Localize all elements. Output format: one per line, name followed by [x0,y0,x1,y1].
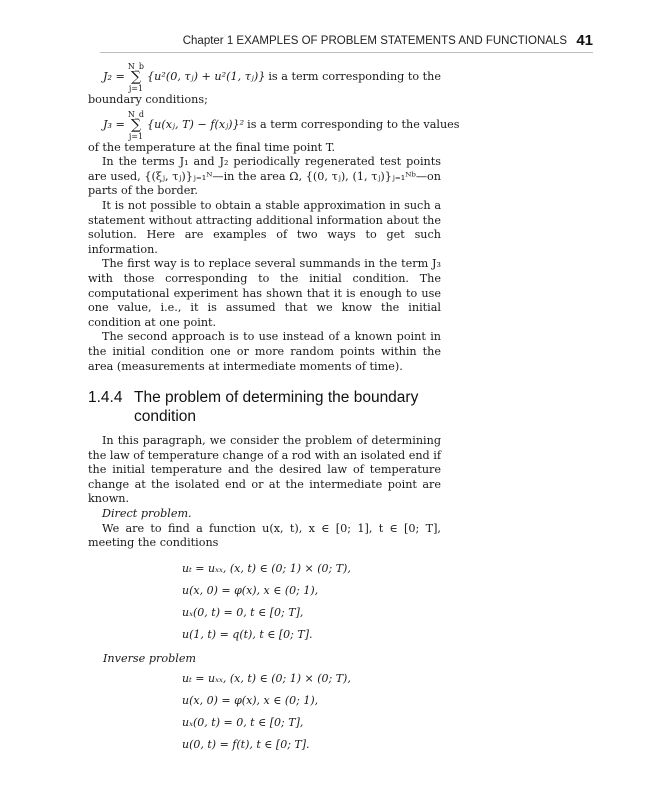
equation-line: u(x, 0) = φ(x), x ∈ (0; 1), [182,583,319,597]
page-number: 41 [576,32,593,49]
inverse-system [182,668,441,756]
j3-body: {u(xⱼ, T) − f(xⱼ)}² [147,117,245,131]
equation-line: u(0, t) = f(t), t ∈ [0; T]. [182,738,310,752]
j3-lhs: J₃ = [103,117,125,131]
j3-tail: is a term corresponding to the values [247,117,460,131]
running-header [100,32,593,53]
paragraph-intro: In this paragraph, we consider the problem of determining the law of temperature change of a rod with an isolated end if the initial temperature and the desired law of temperature change at the isolated end or at the intermediate point are known. [88,434,441,506]
text-final-time: of the temperature at the final time point T. [88,140,336,154]
equation-line: uₜ = uₓₓ, (x, t) ∈ (0; 1) × (0; T), [182,672,351,686]
label-direct-problem [88,507,441,522]
direct-label-text: Direct problem. [102,507,192,521]
j2-summation [128,62,144,93]
section-title-line1: The problem of determining the boundary [134,389,419,407]
label-inverse-problem: Inverse problem [103,651,197,665]
j3-summation [128,110,144,141]
section-number: 1.4.4 [88,389,123,407]
direct-system [182,558,441,646]
equation-line: uₓ(0, t) = 0, t ∈ [0; T], [182,716,304,730]
text-boundary: boundary conditions; [88,93,208,106]
equation-line: u(1, t) = q(t), t ∈ [0; T]. [182,627,313,641]
j2-tail: is a term corresponding to the [268,70,442,84]
j2-sum-upper: N_b [127,62,145,71]
equation-line: u(x, 0) = φ(x), x ∈ (0; 1), [182,694,319,708]
equation-line: uₓ(0, t) = 0, t ∈ [0; T], [182,605,304,619]
running-title: Chapter 1 EXAMPLES OF PROBLEM STATEMENTS AND FUNCTIONALS [182,35,567,47]
j2-body: {u²(0, τⱼ) + u²(1, τⱼ)} [147,70,266,84]
equation-j2 [103,62,441,93]
paragraph-function: We are to find a function u(x, t), x ∈ [0; 1], t ∈ [0; T], meeting the conditions [88,521,441,550]
paragraph-second-way: The second approach is to use instead of a known point in the initial condition one or more random points within the area (measurements at intermediate moments of time). [88,330,441,373]
j2-lhs: J₂ = [103,70,125,84]
section-heading [88,388,441,426]
equation-line: uₜ = uₓₓ, (x, t) ∈ (0; 1) × (0; T), [182,561,351,575]
j3-sum-lower: j=1 [128,131,144,141]
paragraph-first-way: The first way is to replace several summands in the term J₃ with those corresponding to the initial condition. The computational experiment has shown that it is enough to use one value, i.e., it is assumed that we know the initial condition at one point. [88,257,441,329]
page-body [88,60,460,756]
sigma-symbol: ∑ [130,116,141,133]
j3-sum-upper: N_d [127,109,145,119]
section-title-line2: condition [134,408,197,426]
equation-j3 [103,109,460,141]
paragraph-stable: It is not possible to obtain a stable approximation in such a statement without attracting additional information about the solution. Here are examples of two ways to get such information. [88,198,441,256]
sigma-symbol: ∑ [130,69,141,85]
paragraph-test-points: In the terms J₁ and J₂ periodically regenerated test points are used, {(ξⱼ, τⱼ)}ⱼ₌₁ᴺ—in the area Ω, {(0, τⱼ), (1, τⱼ)}ⱼ₌₁ᴺᵇ—on parts of the border. [88,155,441,198]
j2-sum-lower: j=1 [128,84,144,93]
